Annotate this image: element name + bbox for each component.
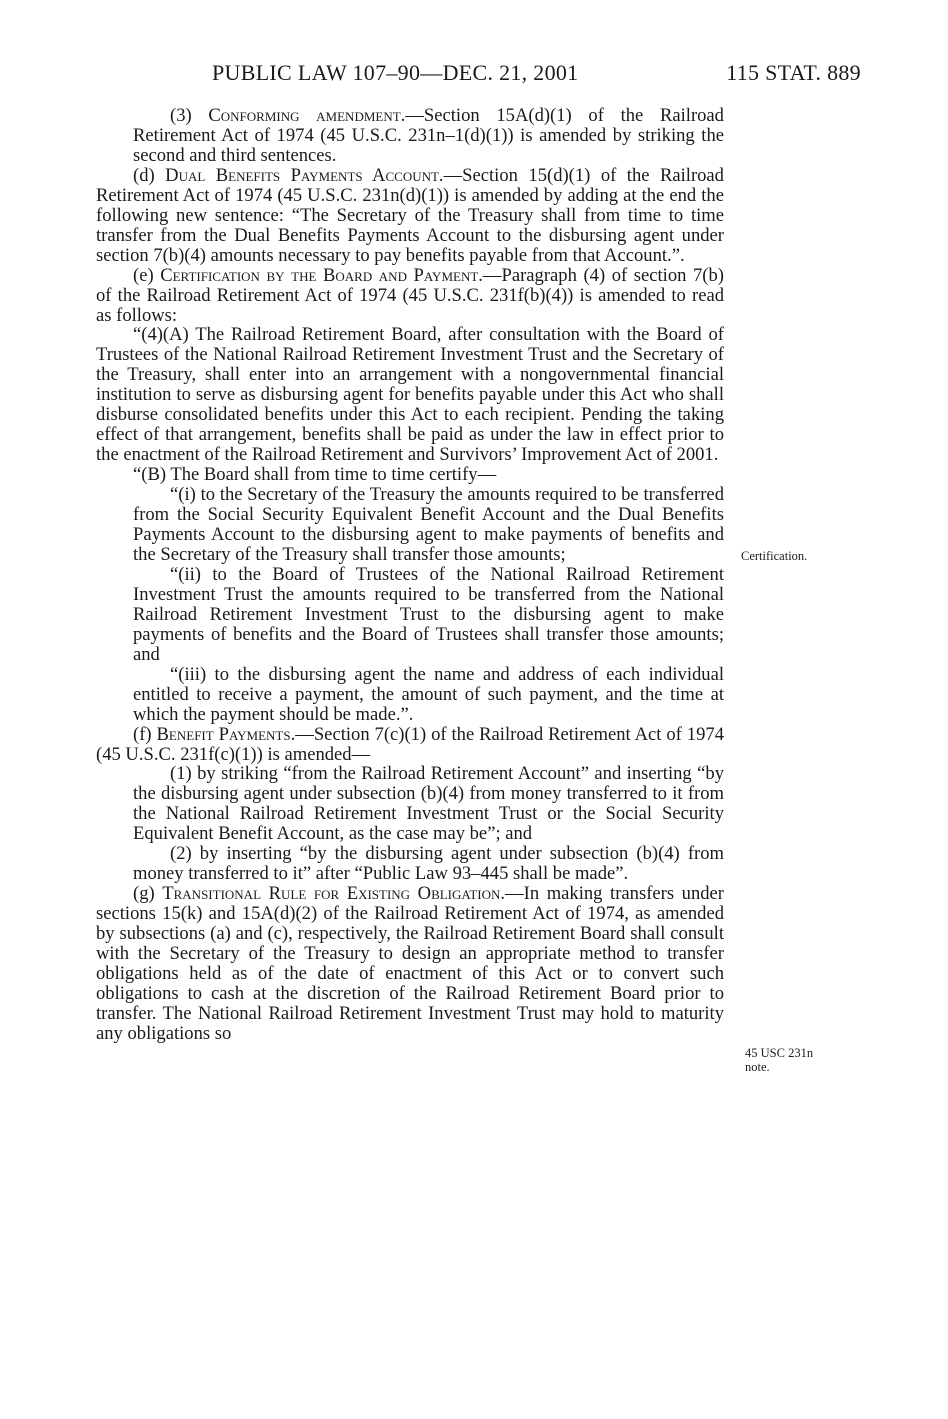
subsection-heading: Transitional Rule for Existing Obligation.: [162, 883, 506, 905]
quoted-paragraph-4a: “(4)(A) The Railroad Retirement Board, after consultation with the Board of Trustees of the National Railroad Retirement Investment Trust and the Secretary of the Treasury, shall enter into an arrangement with a nongovernmental financial institution to serve as disbursing agent for benefits payable under this Act who shall disburse consolidated benefits under this Act to each recipient. Pending the taking effect of that arrangement, benefits shall be paid as under the law in effect prior to the enactment of the Railroad Retirement and Survivors’ Improvement Act of 2001.: [96, 324, 724, 466]
margin-note-usc-line1: 45 USC 231n: [745, 1046, 814, 1060]
quoted-clause-iii: “(iii) to the disbursing agent the name and address of each individual entitled to receive a payment, the amount of such payment, and the time at which the payment should be made.”.: [133, 663, 724, 725]
subsection-f: (f) Benefit Payments.—Section 7(c)(1) of the Railroad Retirement Act of 1974 (45 U.S.C. 231f(c)(1)) is amended—: [96, 723, 724, 765]
quoted-paragraph-b: “(B) The Board shall from time to time certify—: [133, 464, 497, 486]
quoted-clause-i: “(i) to the Secretary of the Treasury the amounts required to be transferred from the Social Security Equivalent Benefit Account and the Dual Benefits Payments Account to the disbursing agent to make payments of benefits and the Secretary of the Treasury shall transfer those amounts;: [133, 484, 724, 565]
subsection-heading: Benefit Payments.: [156, 723, 296, 745]
paragraph-heading: Conforming amendment.: [208, 105, 406, 126]
quoted-clause-ii: “(ii) to the Board of Trustees of the National Railroad Retirement Investment Trust the amounts required to be transferred from the National Railroad Retirement Investment Trust to the disbursing agent to make payments of benefits and the Board of Trustees shall transfer those amounts; and: [133, 563, 724, 665]
subsection-f-paragraph-1: (1) by striking “from the Railroad Retirement Account” and inserting “by the disbursing agent under subsection (b)(4) from money transferred to it from the National Railroad Retirement Investment Trust or the Social Security Equivalent Benefit Account, as the case may be”; and: [133, 763, 724, 845]
header-title: PUBLIC LAW 107–90—DEC. 21, 2001: [212, 60, 579, 85]
subsection-d: (d) Dual Benefits Payments Account.—Section 15(d)(1) of the Railroad Retirement Act of 1974 (45 U.S.C. 231n(d)(1)) is amended by adding at the end the following new sentence: “The Secretary of the Treasury shall from time to time transfer from the Dual Benefits Payments Account to the disbursing agent under section 7(b)(4) amounts necessary to pay benefits payable from that Account.”.: [96, 164, 724, 266]
subsection-e: (e) Certification by the Board and Payment.—Paragraph (4) of section 7(b) of the Railroad Retirement Act of 1974 (45 U.S.C. 231f(b)(4)) is amended to read as follows:: [96, 264, 724, 326]
subsection-g: (g) Transitional Rule for Existing Obligation.—In making transfers under sections 15(k) and 15A(d)(2) of the Railroad Retirement Act of 1974, as amended by subsections (a) and (c), respectively, the Railroad Retirement Board shall consult with the Secretary of the Treasury to design an appropriate method to transfer obligations held as of the date of enactment of this Act or to convert such obligations to cash at the discretion of the Railroad Retirement Board prior to transfer. The National Railroad Retirement Investment Trust may hold to maturity any obligations so: [96, 883, 724, 1044]
body-text: [96, 106, 724, 1044]
subsection-f-paragraph-2: (2) by inserting “by the disbursing agent under subsection (b)(4) from money transferred to it” after “Public Law 93–445 shall be made”.: [133, 843, 724, 885]
subsection-heading: Certification by the Board and Payment.: [160, 264, 483, 286]
margin-note-certification: Certification.: [741, 549, 808, 563]
page-header: [96, 60, 861, 88]
margin-note-usc-line2: note.: [745, 1060, 770, 1074]
margin-note-usc: [745, 1046, 813, 1074]
subsection-heading: Dual Benefits Payments Account.: [165, 164, 444, 186]
paragraph-3: (3) Conforming amendment.—Section 15A(d)(1) of the Railroad Retirement Act of 1974 (45 U.S.C. 231n–1(d)(1)) is amended by striking the second and third sentences.: [133, 105, 724, 166]
header-page-number: 115 STAT. 889: [726, 60, 861, 85]
